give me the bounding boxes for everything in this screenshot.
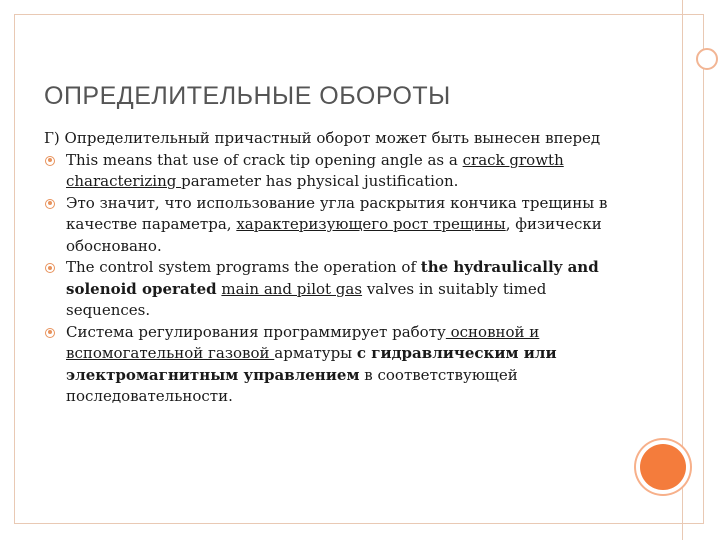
list-item: [44, 193, 624, 258]
bullet-text: This means that use of crack tip opening angle as a: [66, 150, 463, 169]
slide-title: ОПРЕДЕЛИТЕЛЬНЫЕ ОБОРОТЫ: [44, 82, 451, 110]
intro-paragraph: Г) Определительный причастный оборот может быть вынесен вперед: [44, 129, 601, 147]
bullet-text: valves in suitably timed sequences.: [66, 279, 547, 319]
list-item: [44, 257, 624, 322]
bullet-text: арматуры: [274, 344, 357, 362]
underlined-term: crack growth characterizing: [66, 150, 564, 190]
circle-bullet-icon: [45, 156, 55, 166]
bold-term: the hydraulically and solenoid operated: [66, 258, 599, 298]
bold-term: с гидравлическим или электромагнитным управлением: [66, 344, 557, 384]
list-item: [44, 150, 624, 193]
bullet-text: Система регулирования программирует работу: [66, 322, 446, 341]
underlined-term: характеризующего рост трещины: [236, 215, 506, 233]
circle-bullet-icon: [45, 263, 55, 273]
list-item: [44, 322, 624, 408]
decor-circle-bottom-icon: [640, 444, 686, 490]
bullet-text: parameter has physical justification.: [181, 172, 459, 190]
underlined-term: main and pilot gas: [221, 279, 363, 298]
circle-bullet-icon: [45, 328, 55, 338]
bullet-text: , физически обосновано.: [66, 215, 602, 255]
circle-bullet-icon: [45, 199, 55, 209]
bullet-text: в соответствующей последовательности.: [66, 365, 518, 405]
decor-circle-top-icon: [696, 48, 718, 70]
slide-content: [44, 128, 624, 408]
bullet-text: Это значит, что использование угла раскрытия кончика трещины в качестве параметра,: [66, 193, 608, 233]
underlined-term: основной и вспомогательной газовой: [66, 322, 540, 362]
bullet-text: The control system programs the operation of: [66, 258, 421, 276]
